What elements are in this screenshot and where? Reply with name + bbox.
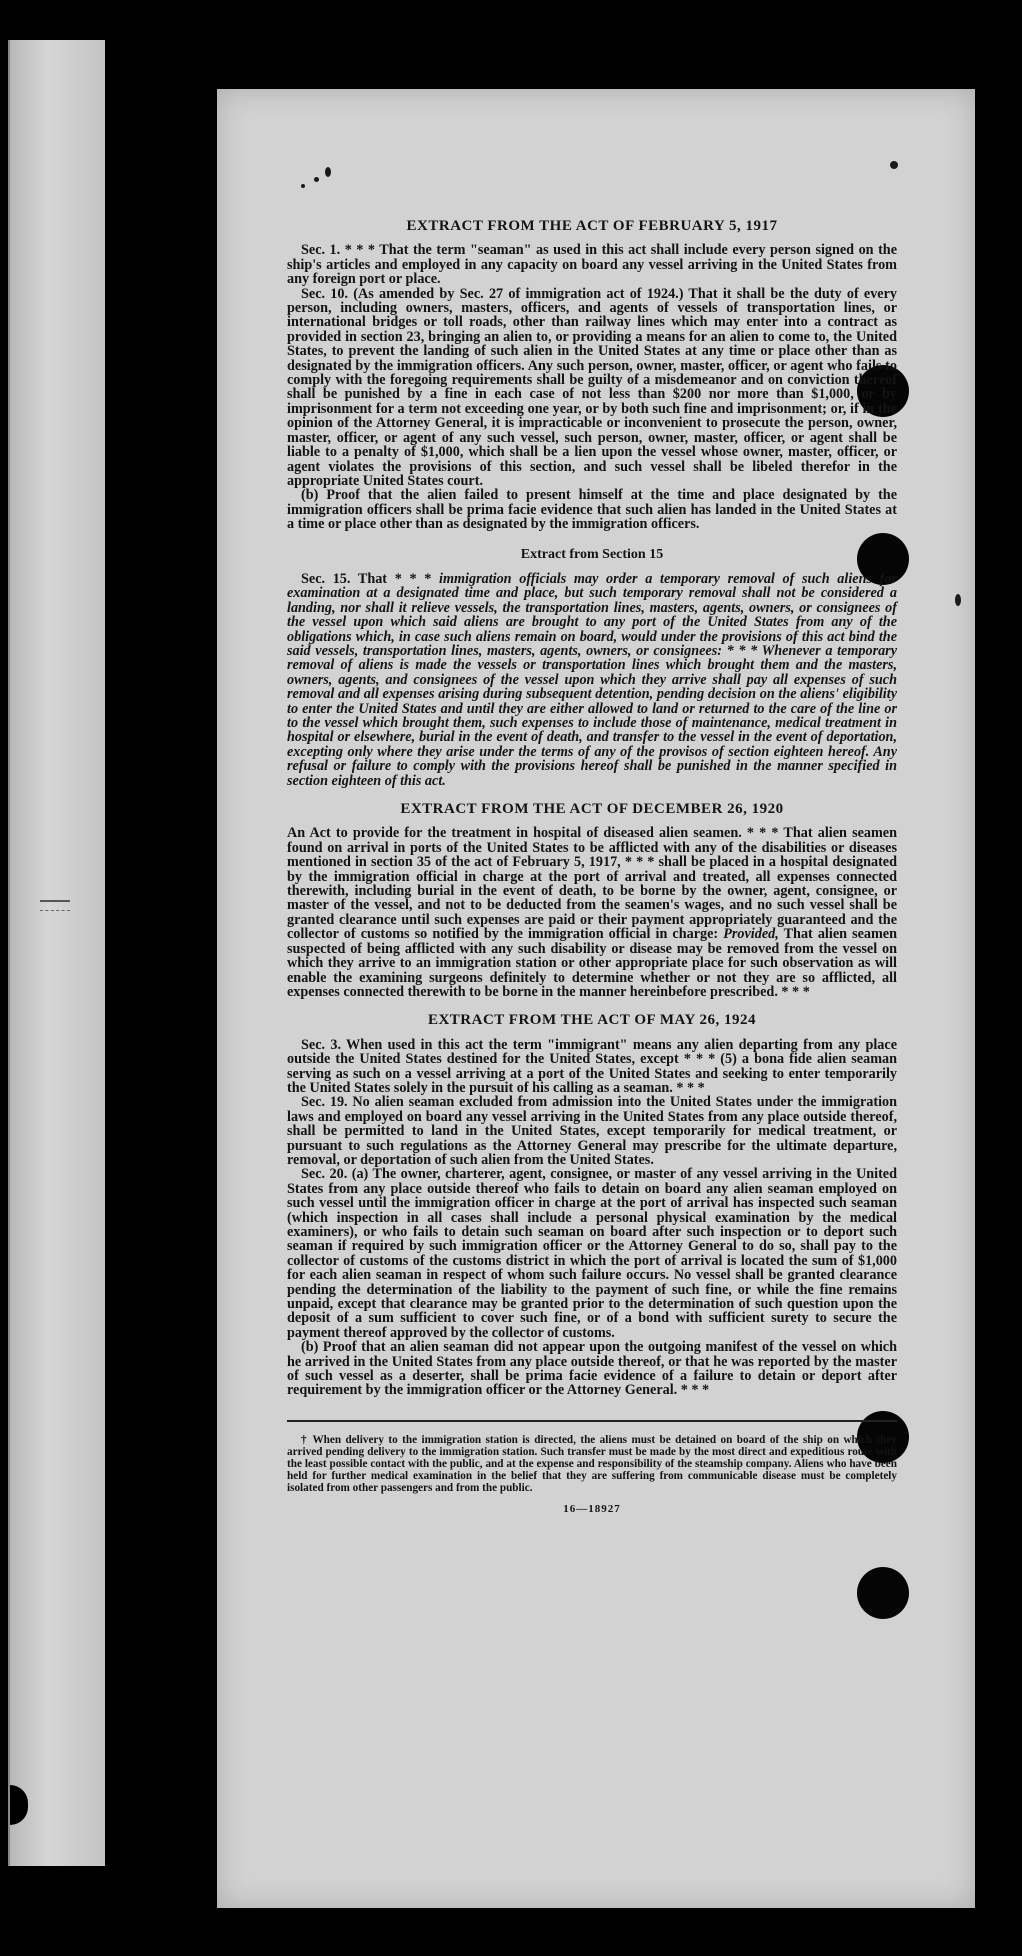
heading-act-1917: EXTRACT FROM THE ACT OF FEBRUARY 5, 1917: [406, 218, 778, 234]
heading-act-1924: EXTRACT FROM THE ACT OF MAY 26, 1924: [427, 1012, 757, 1029]
act-1920-text: [287, 826, 897, 999]
section-15-body: immigration officials may order a temporary removal of such aliens for examination at a designated time and place, but such temporary removal shall not be considered a landing, nor shall it relieve vessels, the transportation lines, masters, agents, owners, or consignees of the vessel upon which said aliens are brought to any port of the United States from any of the obligations which, in case such aliens remain on board, would under the provisions of this act bind the said vessels, transportation lines, masters, agents, owners, or consignees: * * * Whenever a temporary removal of aliens is made the vessels or transportation lines which brought them and the masters, owners, agents, and consignees of the vessel upon which they arrive shall pay all expenses of such removal and all expenses arising during subsequent detention, pending decision on the aliens' eligibility to enter the United States and until they are either allowed to land or returned to the care of the line or to the vessel which brought them, such expenses to include those of maintenance, medical treatment in hospital or elsewhere, burial in the event of death, and transfer to the vessel in the event of deportation, excepting only where they arise under the terms of any of the provisos of section eighteen hereof. Any refusal or failure to comply with the provisions hereof shall be punished in the manner specified in section eighteen of this act.: [287, 570, 897, 789]
footnote: † When delivery to the immigration station is directed, the aliens must be detained on board of the ship on which they arrived pending delivery to the immigration station. Such transfer must be made by the most direct and expeditious route with the least possible contact with the public, and at the expense and responsibility of the steamship company. Aliens who have been held for further medical examination in the belief that they are suffering from communicable disease must be completely isolated from other passengers and from the public.: [287, 1433, 897, 1494]
act-1924-sec19: Sec. 19. No alien seaman excluded from admission into the United States under the immigration laws and employed on board any vessel arriving in the United States from any place outside thereof, shall be permitted to land in the United States, except temporarily for medical treatment, or pursuant to such regulations as the Attorney General may prescribe for the ultimate departure, removal, or deportation of such alien from the United States.: [287, 1094, 897, 1168]
ink-speck: [890, 161, 898, 169]
act-1917-sec1: Sec. 1. * * * That the term "seaman" as used in this act shall include every person signed on the ship's articles and employed in any capacity on board any vessel arriving in the United States from any foreign port or place.: [287, 242, 897, 288]
ink-speck: [314, 177, 319, 182]
act-1920-body-post: That alien seamen suspected of being afflicted with any such disability or disease may be removed from the vessel on which they arrive to an immigration station or other appropriate place for such observation as will enable the examining surgeons definitely to determine whether or not they are so afflicted, all expenses connected therewith to be borne in the manner hereinbefore prescribed. * * *: [287, 926, 897, 1000]
act-1917-sec10b: (b) Proof that the alien failed to present himself at the time and place designated by the immigration officers shall be prima facie evidence that such alien has landed in the United States at a time or place other than as designated by the immigration officers.: [287, 487, 897, 533]
act-1924-sec20b: (b) Proof that an alien seaman did not appear upon the outgoing manifest of the vessel on which he arrived in the United States from any place outside thereof, or that he was reported by the master of such vessel as a deserter, shall be prima facie evidence of a failure to detain or deport after requirement by the immigration officer or the Attorney General. * * *: [287, 1339, 897, 1399]
strip-mark: [40, 900, 70, 911]
act-1920-provided: Provided,: [723, 926, 779, 943]
section-15-lead: Sec. 15. That * * *: [301, 570, 432, 587]
heading-section-15: Extract from Section 15: [520, 546, 664, 562]
heading-act-1920: EXTRACT FROM THE ACT OF DECEMBER 26, 1920: [400, 801, 784, 818]
footnote-divider: [287, 1420, 897, 1422]
ink-speck: [955, 594, 961, 606]
punch-hole: [857, 1567, 909, 1619]
act-1917-sec10: Sec. 10. (As amended by Sec. 27 of immigration act of 1924.) That it shall be the duty of every person, including owners, masters, officers, and agents of vessels of transportation lines, or international bridges or toll roads, other than railway lines which may enter into a contract as provided in section 23, bringing an alien to, or providing a means for an alien to come to, the United States, to prevent the landing of such alien in the United States at any time or place other than as designated by the immigration officers. Any such person, owner, master, officer, or agent who fails to comply with the foregoing requirements shall be guilty of a misdemeanor and on conviction thereof shall be punished by a fine in each case of not less than $200 nor more than $1,000, or by imprisonment for a term not exceeding one year, or by both such fine and imprisonment; or, if in the opinion of the Attorney General, it is impracticable or inconvenient to prosecute the person, owner, master, officer, or agent of any such vessel, such person, owner, master, officer, or agent shall be liable to a penalty of $1,000, which shall be a lien upon the vessel whose owner, master, officer, or agent violates the provisions of this section, and such vessel shall be libeled therefor in the appropriate United States court.: [287, 285, 897, 489]
act-1924-sec3: Sec. 3. When used in this act the term "immigrant" means any alien departing from any place outside the United States destined for the United States, except * * * (5) a bona fide alien seaman serving as such on a vessel arriving at a port of the United States and seeking to enter temporarily the United States solely in the pursuit of his calling as a seaman. * * *: [287, 1036, 897, 1096]
act-1924-sec20a: Sec. 20. (a) The owner, charterer, agent, consignee, or master of any vessel arriving in the United States from any place outside thereof who fails to detain on board any alien seaman employed on such vessel until the immigration officer in charge at the port of arrival has inspected such seaman (which inspection in all cases shall include a personal physical examination by the medical examiners), or who fails to detain such seaman on board after such inspection or to deport such seaman if required by such immigration officer or the Attorney General to do so, shall pay to the collector of customs of the customs district in which the port of arrival is located the sum of $1,000 for each alien seaman in respect of whom such failure occurs. No vessel shall be granted clearance pending the determination of the liability to the payment of such fine, or while the fine remains unpaid, except that clearance may be granted prior to the determination of such question upon the deposit of a sum sufficient to cover such fine, or of a bond with sufficient surety to secure the payment thereof approved by the collector of customs.: [287, 1166, 897, 1341]
document-page: [217, 89, 975, 1908]
form-code: 16—18927: [563, 1502, 621, 1515]
document-text: [287, 219, 897, 1516]
left-paper-strip: [8, 40, 105, 1866]
ink-speck: [301, 184, 305, 188]
strip-punch-hole: [10, 1785, 28, 1825]
section-15-text: [287, 572, 897, 788]
ink-speck: [325, 167, 331, 177]
act-1920-body-pre: An Act to provide for the treatment in hospital of diseased alien seamen. * * * That alien seamen found on arrival in ports of the United States to be afflicted with any of the disabilities or diseases mentioned in section 35 of the act of February 5, 1917, * * * shall be placed in a hospital designated by the immigration official in charge at the port of arrival and treated, all expenses connected therewith, including burial in the event of death, to be borne by the owner, agent, consignee, or master of the vessel, and not to be deducted from the seamen's wages, and no such vessel shall be granted clearance until such expenses are paid or their payment appropriately guaranteed and the collector of customs so notified by the immigration official in charge:: [287, 825, 897, 943]
